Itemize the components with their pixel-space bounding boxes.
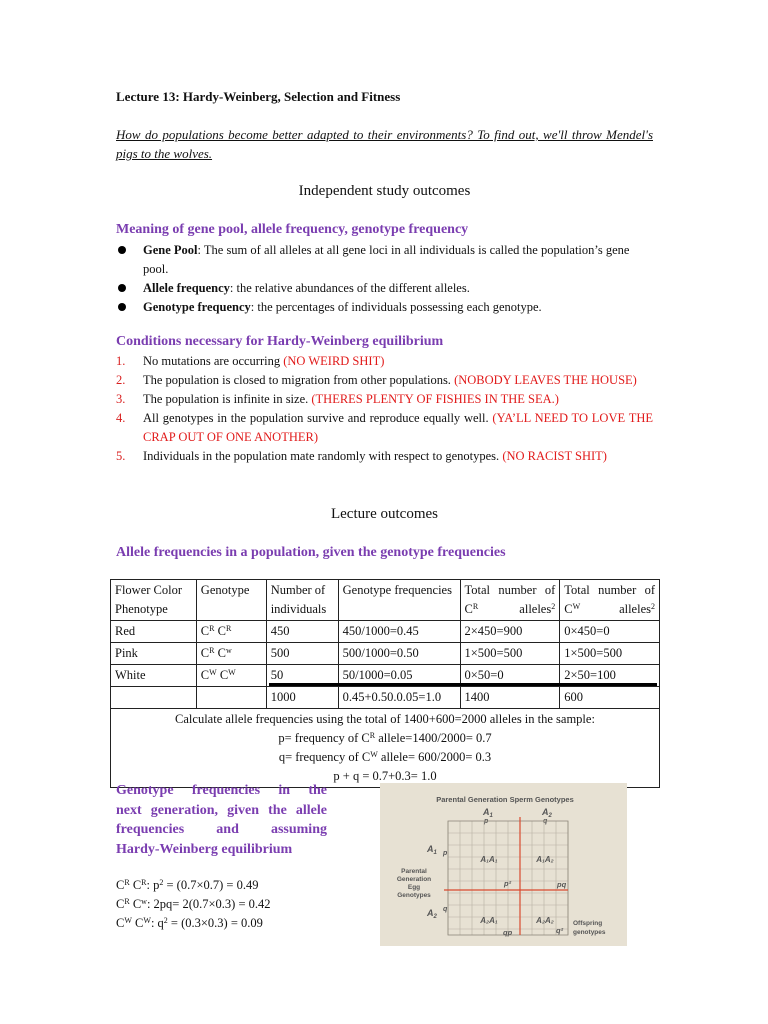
hw-conditions-heading: Conditions necessary for Hardy-Weinberg equilibrium: [116, 334, 444, 349]
lecture-title: Lecture 13: Hardy-Weinberg, Selection and Fitness: [116, 89, 401, 104]
calc-text: p= frequency of C: [278, 731, 370, 745]
calc-part: C: [129, 878, 142, 892]
condition-item: [116, 371, 653, 390]
allele-label-a2-side: $A_2$: [427, 908, 437, 920]
definition-text: : the relative abundances of the different alleles.: [229, 281, 470, 295]
header-number: Number of individuals: [266, 580, 338, 621]
independent-heading: Independent study outcomes: [298, 183, 471, 199]
header-sup: 2: [551, 602, 556, 611]
calc-line: [116, 895, 271, 914]
calc-line: [116, 876, 271, 895]
bullet-icon: [118, 246, 126, 254]
calc-part: C: [131, 916, 144, 930]
calc-line: [115, 748, 655, 767]
calc-sup: R: [141, 878, 147, 887]
genotype-calculations: [116, 876, 271, 933]
definition-term: Gene Pool: [143, 243, 198, 257]
condition-text: No mutations are occurring: [143, 354, 284, 368]
p-label-side: p: [443, 850, 448, 857]
cell-genotype: [196, 621, 266, 643]
calc-part: : 2pq= 2(0.7×0.3) = 0.42: [146, 897, 271, 911]
genotype-sup: R: [209, 624, 215, 633]
calc-part: : q: [150, 916, 164, 930]
calc-part: C: [129, 897, 142, 911]
header-total-cr: [460, 580, 560, 621]
calc-part: C: [116, 916, 125, 930]
condition-number: 3.: [116, 392, 126, 406]
condition-item: [116, 447, 653, 466]
definition-item: [116, 241, 653, 279]
allele-frequency-heading: Allele frequencies in a population, given the genotype frequencies: [116, 545, 506, 560]
condition-text: Individuals in the population mate randomly with respect to genotypes.: [143, 449, 503, 463]
cell-number: 450: [266, 621, 338, 643]
q-label-side: q: [443, 906, 448, 913]
cell-phenotype: Pink: [111, 643, 197, 665]
cell-phenotype: Red: [111, 621, 197, 643]
cell-empty: [111, 687, 197, 709]
hook-text: How do populations become better adapted to their environments? To find out, we'll throw Mendel's pigs to the wolves.: [116, 127, 653, 161]
condition-text: The population is closed to migration from other populations.: [143, 373, 455, 387]
cell-qp: qp: [503, 928, 513, 937]
genotype-part: C: [216, 668, 229, 682]
q-label-top: q: [543, 818, 548, 825]
calc-line: [116, 914, 271, 933]
cell-total-cr: 2×450=900: [460, 621, 560, 643]
genotype-part: C: [200, 646, 210, 660]
calc-part: C: [116, 878, 125, 892]
cell-total-cw-sum: 600: [560, 687, 660, 709]
header-total-cw: [560, 580, 660, 621]
condition-note: (NO WEIRD SHIT): [283, 354, 385, 368]
calc-sup: R: [124, 878, 130, 887]
p-label-top: p: [484, 818, 489, 825]
table-calc-row: [111, 709, 660, 788]
condition-note: (NOBODY LEAVES THE HOUSE): [454, 373, 637, 387]
calc-part: = (0.7×0.7) = 0.49: [163, 878, 259, 892]
definition-text: : The sum of all alleles at all gene loci in all individuals is called the population’s gene pool.: [143, 243, 630, 276]
side-label-line: Egg: [407, 884, 421, 891]
heading-line: frequencies and assuming: [116, 822, 327, 837]
definition-item: [116, 279, 653, 298]
genotype-part: C: [200, 624, 210, 638]
header-text: Total number of C: [464, 583, 556, 616]
cell-total-frequency: 0.45+0.50.0.05=1.0: [338, 687, 460, 709]
heading-line: Hardy-Weinberg equilibrium: [116, 841, 293, 857]
condition-number: 1.: [116, 354, 126, 368]
header-text: Total number of C: [564, 583, 655, 616]
side-label-line: Parental: [401, 868, 427, 875]
cell-total-cw: 2×50=100: [560, 665, 660, 687]
calc-part: C: [116, 897, 125, 911]
cell-p2: p²: [504, 879, 512, 888]
calc-part: = (0.3×0.3) = 0.09: [167, 916, 263, 930]
cell-genotype: [196, 665, 266, 687]
genotype-part: C: [214, 624, 226, 638]
cell-genotype-frequency: 500/1000=0.50: [338, 643, 460, 665]
calc-text: q= frequency of C: [278, 750, 371, 764]
offspring-label-line: genotypes: [573, 929, 606, 936]
header-phenotype: Flower Color Phenotype: [111, 580, 197, 621]
cell-total-cw: 1×500=500: [560, 643, 660, 665]
calc-line: [115, 729, 655, 748]
cell-number: 50: [266, 665, 338, 687]
calc-part: : p: [146, 878, 160, 892]
underline-rule: [269, 683, 657, 686]
side-label-line: Generation: [396, 876, 432, 883]
calc-sup: R: [124, 897, 130, 906]
allele-label-a1-side: $A_1$: [427, 844, 437, 856]
header-text: alleles: [478, 602, 552, 616]
genotype-sup: W: [209, 668, 217, 677]
gene-pool-heading: Meaning of gene pool, allele frequency, genotype frequency: [116, 222, 469, 237]
cell-a2a2: A₂A₂: [536, 916, 554, 925]
condition-text: All genotypes in the population survive and reproduce equally well.: [143, 411, 493, 425]
bullet-icon: [118, 303, 126, 311]
condition-note: (NO RACIST SHIT): [502, 449, 607, 463]
cell-total-cr: 0×50=0: [460, 665, 560, 687]
cell-a2a1: A₂A₁: [480, 916, 498, 925]
cell-a1a1: A₁A₁: [480, 855, 498, 864]
punnett-svg: [380, 783, 627, 946]
cell-total-cr: 1×500=500: [460, 643, 560, 665]
calc-sup: 2: [159, 878, 164, 887]
cell-phenotype: White: [111, 665, 197, 687]
header-sup: 2: [651, 602, 655, 611]
calc-text: allele= 600/2000= 0.3: [377, 750, 492, 764]
calc-sup: R: [369, 731, 376, 740]
definition-item: [116, 298, 653, 317]
cell-genotype-frequency: 50/1000=0.05: [338, 665, 460, 687]
cell-total-cw: 0×450=0: [560, 621, 660, 643]
cell-number: 500: [266, 643, 338, 665]
condition-note: (YA’LL NEED TO LOVE THE CRAP OUT OF ONE ANOTHER): [143, 411, 653, 444]
condition-note: (THERES PLENTY OF FISHIES IN THE SEA.): [311, 392, 559, 406]
calc-cell: [111, 709, 660, 788]
condition-number: 5.: [116, 449, 126, 463]
cell-pq: pq: [557, 880, 567, 889]
calc-line: p + q = 0.7+0.3= 1.0: [333, 769, 437, 783]
genotype-sup: w: [225, 646, 232, 655]
allele-label-a1: $A_1$: [483, 807, 493, 819]
table-row: [111, 643, 660, 665]
genotype-sup: R: [225, 624, 232, 633]
side-label-line: Genotypes: [397, 892, 431, 899]
calc-line: Calculate allele frequencies using the total of 1400+600=2000 alleles in the sample:: [175, 712, 595, 726]
definition-list: [116, 241, 653, 317]
calc-text: allele=1400/2000= 0.7: [375, 731, 492, 745]
genotype-sup: W: [228, 668, 236, 677]
heading-line: Genotype frequencies in the: [116, 783, 327, 798]
condition-item: [116, 409, 653, 447]
table-totals-row: [111, 687, 660, 709]
header-sup: R: [472, 602, 479, 611]
header-text: alleles: [580, 602, 651, 616]
cell-genotype-frequency: 450/1000=0.45: [338, 621, 460, 643]
genotype-part: C: [214, 646, 226, 660]
allele-label-a2: $A_2$: [542, 807, 552, 819]
cell-q2: q²: [556, 926, 564, 935]
genotype-part: C: [200, 668, 210, 682]
definition-term: Allele frequency: [143, 281, 230, 295]
cell-genotype: [196, 643, 266, 665]
table-row: [111, 621, 660, 643]
calc-sup: w: [141, 897, 147, 906]
cell-total-number: 1000: [266, 687, 338, 709]
heading-line: next generation, given the allele: [116, 802, 327, 818]
cell-empty: [196, 687, 266, 709]
condition-number: 2.: [116, 373, 126, 387]
definition-term: Genotype frequency: [143, 300, 251, 314]
calc-sup: 2: [163, 916, 168, 925]
hw-conditions-list: [116, 352, 653, 466]
header-genotype-frequency: Genotype frequencies: [338, 580, 460, 621]
condition-item: [116, 352, 653, 371]
punnett-square-figure: [380, 783, 627, 946]
definition-text: : the percentages of individuals possessing each genotype.: [250, 300, 542, 314]
condition-number: 4.: [116, 411, 126, 425]
punnett-title: Parental Generation Sperm Genotypes: [436, 795, 574, 804]
header-genotype: Genotype: [196, 580, 266, 621]
header-sup: W: [572, 602, 581, 611]
offspring-label-line: Offspring: [573, 920, 603, 927]
next-generation-heading: [116, 781, 327, 859]
cell-a1a2: A₁A₂: [536, 855, 554, 864]
calc-sup: W: [124, 916, 132, 925]
cell-total-cr-sum: 1400: [460, 687, 560, 709]
condition-item: [116, 390, 653, 409]
bullet-icon: [118, 284, 126, 292]
table-header-row: [111, 580, 660, 621]
genotype-sup: R: [209, 646, 215, 655]
condition-text: The population is infinite in size.: [143, 392, 312, 406]
calc-sup: W: [370, 750, 378, 759]
lecture-outcomes-heading: Lecture outcomes: [330, 506, 439, 522]
calc-sup: W: [143, 916, 151, 925]
